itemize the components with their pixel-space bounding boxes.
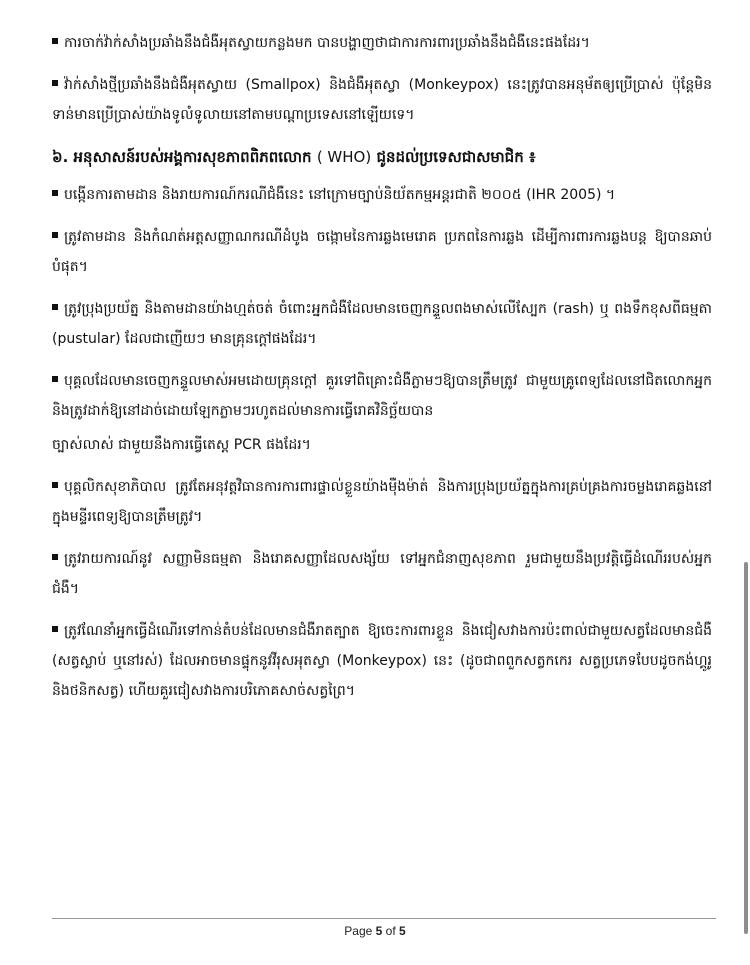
list-item	[52, 70, 712, 130]
list-item-text: ត្រូវរាយការណ៍នូវ សញ្ញាមិនធម្មតា និងរោគសញ្ញាដែលសង្ស័យ ទៅអ្នកជំនាញសុខភាព រួមជាមួយនឹងប្រវត្តិធ្វើដំណើររបស់អ្នកជំងឺ។	[52, 551, 712, 597]
list-item	[52, 544, 712, 604]
bullet-icon	[52, 232, 58, 238]
list-item-continuation	[52, 430, 712, 460]
list-item-text: ច្បាស់លាស់ ជាមួយនឹងការធ្វើតេស្ត PCR ផងដែរ។	[52, 437, 311, 453]
list-item-text: ត្រូវប្រុងប្រយ័ត្ន និងតាមដានយ៉ាងហ្មត់ចត់ ចំពោះអ្នកជំងឺដែលមានចេញកន្ទួលពងមាស់លើស្បែក (rash) ឬ ពងទឹកខុសពីធម្មតា (pustular) ដែលជាញើយៗ មានគ្រុនក្តៅផងដែរ។	[52, 301, 712, 347]
bullet-icon	[52, 80, 58, 86]
section-heading	[52, 142, 712, 172]
list-item	[52, 366, 712, 426]
bullet-icon	[52, 626, 58, 632]
bullet-icon	[52, 554, 58, 560]
page-label: Page	[344, 924, 373, 938]
list-item-text: បុគ្គលដែលមានចេញកន្ទួលមាស់អមដោយគ្រុនក្តៅ គួរទៅពិគ្រោះជំងឺភ្លាមៗឱ្យបានត្រឹមត្រូវ ជាមួយគ្រូពេទ្យដែលនៅជិតលោកអ្នក និងត្រូវដាក់ឱ្យនៅដាច់ដោយឡែកភ្លាមៗរហូតដល់មានការធ្វើរោគវិនិច្ឆ័យបាន	[52, 373, 712, 419]
list-item	[52, 294, 712, 354]
vertical-scrollbar[interactable]	[744, 562, 748, 934]
list-item	[52, 28, 712, 58]
list-item	[52, 180, 712, 210]
list-item-text: ការចាក់វ៉ាក់សាំងប្រឆាំងនឹងជំងឺអុតស្វាយកន្លងមក បានបង្ហាញថាជាការការពារប្រឆាំងនឹងជំងឺនេះផងដែរ។	[64, 35, 590, 51]
page-of: of	[385, 924, 396, 938]
list-item-text: ត្រូវតាមដាន និងកំណត់អត្តសញ្ញាណករណីដំបូង ចង្កោមនៃការឆ្លងមេរោគ ប្រភពនៃការឆ្លង ដើម្បីការពារការឆ្លងបន្ត ឱ្យបានឆាប់បំផុត។	[52, 229, 712, 275]
page-current: 5	[375, 924, 383, 938]
page-total: 5	[399, 924, 406, 938]
heading-prefix: ៦. អនុសាសន៍របស់អង្គការសុខភាពពិភពលោក	[52, 148, 312, 166]
list-item	[52, 616, 712, 706]
list-item-text: បុគ្គលិកសុខាភិបាល ត្រូវតែអនុវត្តវិធានការការពារផ្ទាល់ខ្លួនយ៉ាងម៉ឺងម៉ាត់ និងការប្រុងប្រយ័ត្នក្នុងការគ្រប់គ្រងការចម្លងរោគឆ្លងនៅក្នុងមន្ទីរពេទ្យឱ្យបានត្រឹមត្រូវ។	[52, 479, 712, 525]
document-content	[52, 28, 712, 718]
page-footer	[0, 924, 750, 938]
heading-who: ( WHO)	[316, 148, 372, 166]
list-item-text: ត្រូវណែនាំអ្នកធ្វើដំណើរទៅកាន់តំបន់ដែលមានជំងឺរាតត្បាត ឱ្យចេះការពារខ្លួន និងជៀសវាងការប៉ះពាល់ជាមួយសត្វដែលមានជំងឺ (សត្វស្លាប់ ឬនៅរស់) ដែលអាចមានផ្ទុកនូវវីរុសអុតស្វា (Monkeypox) នេះ (ដូចជាពពួកសត្វកកេរ សត្វប្រភេទបែបដូចកង់ហ្គូរូ និងថនិកសត្វ) ហើយគួរជៀសវាងការបរិភោគសាច់សត្វព្រៃ។	[52, 623, 712, 699]
bullet-icon	[52, 190, 58, 196]
bullet-icon	[52, 38, 58, 44]
list-item-text: វ៉ាក់សាំងថ្មីប្រឆាំងនឹងជំងឺអុតស្វាយ (Smallpox) និងជំងឺអុតស្វា (Monkeypox) នេះត្រូវបានអនុម័តឲ្យប្រើប្រាស់ ប៉ុន្តែមិនទាន់មានប្រើប្រាស់យ៉ាងទូលំទូលាយនៅតាមបណ្តាប្រទេសនៅឡើយទេ។	[52, 77, 712, 123]
list-item	[52, 222, 712, 282]
bullet-icon	[52, 304, 58, 310]
footer-divider	[52, 918, 716, 919]
bullet-icon	[52, 482, 58, 488]
list-item-text: បង្កើនការតាមដាន និងរាយការណ៍ករណីជំងឺនេះ នៅក្រោមច្បាប់និយ័តកម្មអន្តរជាតិ ២០០៥ (IHR 2005) ។	[64, 187, 616, 203]
bullet-icon	[52, 376, 58, 382]
list-item	[52, 472, 712, 532]
heading-suffix: ជូនដល់ប្រទេសជាសមាជិក ៖	[376, 148, 536, 166]
